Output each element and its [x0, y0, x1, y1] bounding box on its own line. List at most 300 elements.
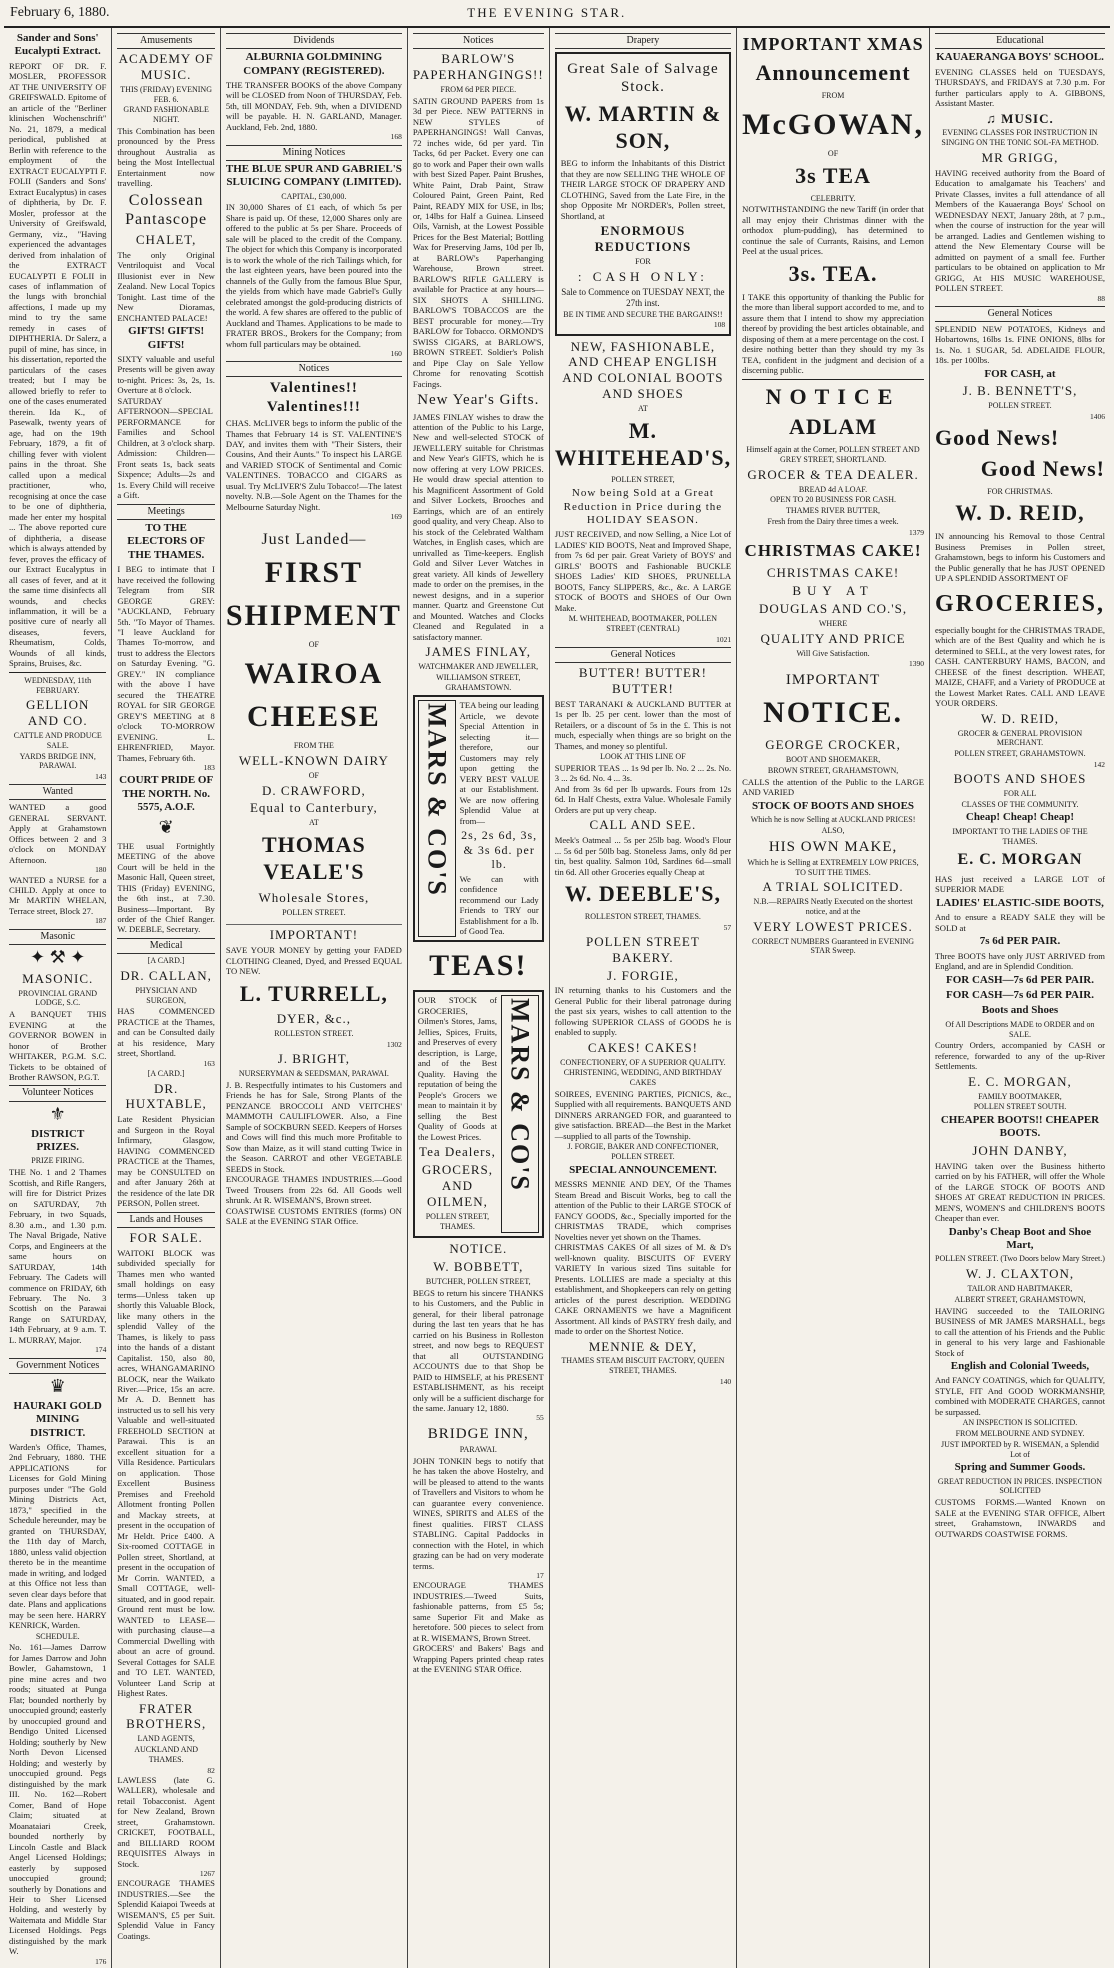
customs-text: CUSTOMS FORMS.—Wanted Known on SALE at the EVENING STAR OFFICE, Albert street, Grahamstown, INWARDS and OUTWARDS COASTWISE FORMS.: [934, 1497, 1105, 1539]
gellion-title: GELLION AND CO.: [26, 697, 90, 729]
finlay-addr: WILLIAMSON STREET, GRAHAMSTOWN.: [436, 672, 521, 692]
ad-number: 174: [95, 1345, 107, 1355]
announcement-text: Announcement: [755, 59, 911, 85]
wanted-ad-2: WANTED a NURSE for a CHILD. Apply at once to Mr MARTIN WHELAN, Terrace street, Block 27.: [9, 874, 107, 916]
mcgowan-body-2: I TAKE this opportunity of thanking the Public for the more than liberal support accorded to me, and to assure them that I intend to show my appreciation thereof by providing the best articles obtainable, and disposing of them at a mere percentage on the cost. I desire nothing better than they should try my 3s TEA, confident in the judgment and decision of a discerning public.: [742, 291, 924, 376]
ad-number: 108: [713, 320, 726, 330]
look-text: LOOK AT THIS LINE OF: [600, 752, 686, 762]
boots-head: NEW, FASHIONABLE, AND CHEAP ENGLISH AND COLONIAL BOOTS AND SHOES: [562, 338, 724, 402]
claxton-addr: ALBERT STREET, GRAHAMSTOWN,: [954, 1294, 1086, 1304]
section-dividends: Dividends: [226, 33, 402, 49]
mennie-body: MESSRS MENNIE AND DEY, Of the Thames Steam Bread and Biscuit Works, beg to call the attention of the Public to their LARGE STOCK of FANCY GOODS, &c., Specially imported for the CHRISTMAS TRADE, which comprises Novelties never yet shown on the Thames.: [554, 1179, 732, 1242]
ad-number: 1406: [1090, 411, 1105, 421]
frater-sub: LAND AGENTS,: [137, 1734, 195, 1744]
veale-text: THOMAS VEALE'S: [261, 831, 366, 884]
ad-number: 183: [203, 763, 215, 773]
cheese-text: CHEESE: [247, 699, 381, 733]
reid-addr: POLLEN STREET, GRAHAMSTOWN.: [954, 749, 1086, 759]
volunteer-sub: PRIZE FIRING.: [31, 1156, 85, 1166]
morgan-title: E. C. MORGAN: [957, 851, 1083, 869]
shoes-body: Of All Descriptions MADE to ORDER and on SALE.: [945, 1019, 1095, 1039]
reduction-text: Now being Sold at a Great Reduction in Price during the HOLIDAY SEASON.: [563, 487, 723, 526]
ad-number: 140: [719, 1376, 732, 1386]
of-text-2: OF: [308, 770, 319, 780]
ad-number: 82: [207, 1765, 215, 1775]
bridge-sub: PARAWAI.: [459, 1444, 497, 1454]
open-text: OPEN TO 20 BUSINESS FOR CASH.: [770, 495, 897, 505]
bakery-title: POLLEN STREET BAKERY.: [586, 933, 700, 965]
crocker-addr: BROWN STREET, GRAHAMSTOWN,: [767, 766, 899, 776]
turrell-body: SAVE YOUR MONEY by getting your FADED CLOTHING Cleaned, Dyed, and Pressed EQUAL TO NEW.: [225, 945, 402, 977]
mennie-sub: THAMES STEAM BISCUIT FACTORY, QUEEN STREET, THAMES.: [561, 1356, 725, 1376]
newyear-body: JAMES FINLAY wishes to draw the attention of the Public to his Large, New and well-selected STOCK of JEWELLERY suitable for Christmas and New Year's GIFTS, which he is now offering at very LOW PRICES. He would draw special attention to his Magnificent Assortment of Gold and Silver Lockets, Brooches and Earrings, which are of an entirely good quality, and very Cheap. Also to his stock of the Celebrated Waltham Watches, in English cases, which are unrivalled as Time-keepers. English Gold and Silver Lever Watches in great variety. All kinds of Jewellery made to order on the premises, in the newest designs, and in a superior manner. Quartz and Greenstone Cut and Mounted. Watches and Clocks Cleaned and Regulated in a satisfactory manner.: [412, 411, 544, 642]
bobbett-body: BEGS to return his sincere THANKS to his Customers, and the Public in general, for their liberal patronage during the last ten years that he has carried on his Business in Rolleston street, and now begs to REQUEST that all OUTSTANDING ACCOUNTS due to that Shop be PAID to HIMSELF, at his PRESENT ESTABLISHMENT, as his receipt only will be a sufficient discharge for the same. January 12, 1880.: [412, 1287, 544, 1413]
enormous-text: ENORMOUS REDUCTIONS: [594, 223, 692, 255]
pollen-st: POLLEN STREET,: [425, 1211, 490, 1221]
at-text: AT: [308, 818, 319, 828]
forsale-body: WAITOKI BLOCK was subdivided specially for Thames men who wanted small holdings on easy terms—Unless taken up shortly this Valuable Block, like many others in the splendid Valley of the Thames, is likely to pass into the hands of a distant Capitalist. 150, also 80, acres, WHANGAMARINO BLOCK, near the Waikato River.—Price, 15s an acre. Mr A. D. Bennett has instructed us to sell his very Valuable and well-situated FREEHOLD SECTION at Parawai. This is an excellent situation for a Villa Residence. Particulars on application. Those Excellent Business Premises and Freehold Allotment fronting Pollen and Mackay streets, at present in the occupation of Mr Heldt. Price £400. A Six-roomed COTTAGE in Pollen street, Shortland, at present in the occupation of Mr Corrin. WANTED, a Small COTTAGE, well-situated, and in good repair. Ground rent must be low. WANTED to LEASE—with purchasing clause—a Commercial Dwelling with about an acre of ground. Several Cottages for SALE and TO LET. WANTED, Volunteer Land Scrip at Highest Rates.: [117, 1247, 215, 1699]
buy-text: BUY AT: [792, 583, 874, 599]
forgie-title: J. FORGIE,: [607, 967, 679, 983]
section-medical: Medical: [117, 938, 214, 954]
ad-number: 180: [95, 865, 107, 875]
xmas-cake-sub: CHRISTMAS CAKE!: [766, 565, 900, 581]
morgan-trade: FAMILY BOOTMAKER,: [978, 1091, 1062, 1101]
barlow-title: BARLOW'S PAPERHANGINGS!!: [412, 51, 544, 83]
martin-body: BEG to inform the Inhabitants of this District that they are now SELLING THE WHOLE OF THEIR LARGE STOCK OF DRAPERY AND CLOTHING, Saved from the Late Fire, in the shop Opposite Mr NORDER's, Pollen street, Shortland, at: [560, 158, 726, 221]
ad-number: 163: [203, 1058, 215, 1068]
deeble-title: W. DEEBLE'S,: [564, 881, 721, 907]
cheap-text: Cheap! Cheap! Cheap!: [965, 811, 1075, 824]
section-notices: Notices: [226, 361, 402, 377]
columns: [4, 28, 1110, 1966]
paper-title: THE EVENING STAR.: [467, 5, 627, 20]
reid-body-2: especially bought for the CHRISTMAS TRADE, which are of the Best Quality and which he is determined to SELL, at the very lowest rates, for CASH. CANTERBURY HAMS, BACON, and CHEESE of the finest description. WHEAT, MAIZE, CHAFF, and a Variety of PRODUCE at the Lowest Market Rates. CALL AND LEAVE YOUR ORDERS.: [934, 624, 1105, 709]
alburnia-body: THE TRANSFER BOOKS of the above Company will be CLOSED from Noon of THURSDAY, Feb. 5th, till MONDAY, Feb. 9th, when a DIVIDEND will be payable. H. N. GARLAND, Manager. Auckland, Feb. 2nd, 1880.: [225, 80, 402, 132]
intime-text: BE IN TIME AND SECURE THE BARGAINS!!: [563, 309, 723, 319]
lowest-text: VERY LOWEST PRICES.: [753, 918, 913, 934]
claxton-body-2: And FANCY COATINGS, which for QUALITY, STYLE, FIT And GOOD WORKMANSHIP, combined with MODERATE CHARGES, cannot be surpassed.: [934, 1375, 1105, 1417]
trial-text: A TRIAL SOLICITED.: [762, 879, 904, 895]
ad-number: 142: [1093, 759, 1105, 769]
reduction-text: GREAT REDUCTION IN PRICES. INSPECTION SOLICITED: [937, 1476, 1103, 1496]
music-sub: EVENING CLASSES FOR INSTRUCTION IN SINGING ON THE TONIC SOL-FA METHOD.: [941, 128, 1099, 148]
schedule-body: No. 161—James Darrow for James Darrow and John Bowler, Gahamstown, 1 pine mine acres and two roods; situated at Punga Flat; bounded northerly by unoccupied ground; easterly by unoccupied ground and Bendigo United Licensed Holding; southerly by New North Devon Licensed Holding; and westerly by unoccupied ground. Pegs distinguished by the mark III. No. 162—Robert Comer, Band of Hope Claim; situated at Moanataiari Creek, bounded northerly by Lincoln Castle and Black Angel Licensed Holdings; easterly by supposed unoccupied ground; southerly by Donations and Heir to Sher Licensed Holding, and westerly by Waitemata and Middle Star Licensed Holdings. Pegs distinguished by the mark W.: [9, 1642, 107, 1957]
equal-text: Equal to Canterbury,: [249, 800, 378, 816]
ad-number: 57: [723, 922, 732, 932]
ad-number: 1021: [716, 634, 732, 644]
bright-sub: NURSERYMAN & SEEDSMAN, PARAWAI.: [238, 1069, 389, 1078]
finlay-title: JAMES FINLAY,: [425, 644, 532, 660]
adlam-trade: GROCER & TEA DEALER.: [747, 466, 919, 482]
hauraki-body: Warden's Office, Thames, 2nd February, 1880. THE APPLICATIONS for Licenses for Gold Mining purposes under "The Gold Mining Districts Act, 1873," specified in the Schedule hereunder, may be granted on THURSDAY, the 11th day of March, 1880, unless valid objection thereto be in the meantime made in writing, and lodged at this Office not less than seven clear days before that date. Plans and applications may be seen here. HARRY KENRICK, Warden.: [9, 1441, 107, 1631]
chalet-title: CHALET,: [135, 231, 197, 247]
adlam-body: Himself again at the Corner, POLLEN STREET AND GREY STREET, SHORTLAND.: [746, 445, 920, 464]
section-amusements: Amusements: [117, 33, 214, 49]
grocers-title: GROCERS, AND OILMEN,: [421, 1162, 494, 1209]
section-meetings: Meetings: [117, 504, 214, 520]
meals-text: Meek's Oatmeal ... 5s per 25lb bag. Wood's Flour ... 5s 6d per 50lb bag. Stoneless Jams, only 8d per tin, best quality. Salmon 10d, Sardines 6d—small tin 6d. All other Groceries equally Cheap at: [554, 835, 732, 877]
callan-title: DR. CALLAN,: [120, 967, 212, 983]
goodnews-title-2: Good News!: [980, 455, 1105, 481]
correct-text: CORRECT NUMBERS Guaranteed in EVENING STAR Sweep.: [752, 936, 915, 956]
tweeds-text: English and Colonial Tweeds,: [950, 1359, 1090, 1372]
soirees-text: SOIREES, EVENING PARTIES, PICNICS, &c., Supplied with all requirements. BANQUETS AND DINNERS ARRANGED FOR, and guaranteed to give satisfaction. BREAD—the Best in the Market—supplied to all parts of the Township.: [554, 1088, 732, 1141]
fresh-text: Fresh from the Dairy three times a week.: [767, 516, 899, 526]
pollen-text: POLLEN STREET.: [282, 907, 346, 917]
column-7: [930, 28, 1110, 1968]
morgan-body-2: And to ensure a READY SALE they will be SOLD at: [934, 912, 1105, 933]
grigg-title: MR GRIGG,: [981, 149, 1059, 165]
eucalypti-title: Sander and Sons' Eucalypti Extract.: [14, 32, 101, 58]
morgan-addr: POLLEN STREET SOUTH.: [973, 1102, 1067, 1112]
tea-ad: [413, 695, 544, 942]
tea-dealers: Tea Dealers,: [419, 1144, 496, 1160]
section-notices: Notices: [413, 33, 544, 49]
ad-number: 17: [536, 1570, 544, 1580]
turrell-sub: DYER, &c.,: [276, 1011, 352, 1027]
christening-text: CHRISTENING, WEDDING, AND BIRTHDAY CAKES: [563, 1068, 723, 1088]
from-text: FROM: [821, 90, 845, 100]
masonic-body: A BANQUET THIS EVENING at the GOVERNOR BOWEN in honor of Brother WHITAKER, P.G.M. S.C. Tickets to be obtained of Brother RAWSON, P.G.T.: [9, 1009, 107, 1082]
bright-title: J. BRIGHT,: [277, 1051, 350, 1067]
column-6: [737, 28, 930, 1968]
court-title: COURT PRIDE OF THE NORTH. No. 5575, A.O.F.: [119, 774, 214, 814]
frater-title: FRATER BROTHERS,: [126, 1700, 207, 1732]
lawless-body: LAWLESS (late G. WALLER), wholesale and retail Tobacconist. Agent for New Zealand, Brown street, Grahamstown. CRICKET, FOOTBALL, and BILLIARD ROOM REQUISITES Always in Stock.: [117, 1774, 215, 1869]
bennett-addr: POLLEN STREET.: [988, 401, 1052, 411]
academy-body: This Combination has been pronounced by the Press throughout Australia as being the Most Intellectual Entertainment now travelling.: [117, 125, 215, 189]
goodnews-title: Good News!: [934, 424, 1060, 450]
dairy-text: WELL-KNOWN DAIRY: [238, 752, 389, 768]
elastic-text: LADIES' ELASTIC-SIDE BOOTS,: [936, 896, 1104, 909]
potatoes-body: SPLENDID NEW POTATOES, Kidneys and Hobartowns, 16lbs 1s. FINE ONIONS, 8lbs for 1s. No. 1 SUGAR, 5d. ADELAIDE FLOUR, 18s. per 100lbs.: [934, 323, 1105, 366]
notice-title: NOTICE.: [449, 1241, 508, 1257]
bennett-title: J. B. BENNETT'S,: [962, 383, 1078, 399]
masonic-title: MASONIC.: [22, 970, 94, 986]
landed-text: Just Landed—: [261, 530, 367, 548]
classes-text: CLASSES OF THE COMMUNITY.: [961, 799, 1079, 809]
chalet-body: The only Original Ventriloquist and Vocal Illusionist ever in New Zealand. New Local Topics Tonight. Last time of the New Dioramas, ENCHANTED PALACE!: [117, 249, 215, 323]
country-text: Country Orders, accompanied by CASH or reference, forwarded to any of the up-River Settlements.: [934, 1040, 1105, 1072]
music-title: [935, 111, 1105, 127]
school-body: EVENING CLASSES held on TUESDAYS, THURSDAYS, and FRIDAYS at 7.30 p.m. For further particulars apply to A. GIBBONS, Assistant Master.: [934, 66, 1105, 109]
teas-banner: TEAS!: [429, 948, 528, 982]
claxton-title: W. J. CLAXTON,: [965, 1266, 1075, 1282]
issue-date: February 6, 1880.: [10, 5, 110, 20]
groceries-text: GROCERIES,: [934, 590, 1105, 617]
huxtable-title: DR. HUXTABLE,: [125, 1080, 207, 1112]
card-label: [A CARD.]: [147, 1068, 185, 1078]
eucalypti-body: REPORT OF DR. F. MOSLER, PROFESSOR AT THE UNIVERSITY OF GREIFSWALD. Epitome of an article of the "Berliner klinischen Wochenschrift" No. 21, 1879, a medical periodical, published at Berlin with reference to the employment of the EXTRACT EUCALYPTI F. FOLII (Sanders and Sons' Extract Eucalyptus) in cases of diphtheria, by Dr. F. Mosler, professor at the University of Greifswald, Germany, viz., "Having experienced the advantages derived from inhalation of the EXTRACT EUCALYPTI E FOLII in cases of inflammation of the lungs with bronchial affections, I made up my mind to try the same remedy in cases of DIPHTHERIA. Dr Salerz, a pupil of mine, has since, in his dissertation, reported the particulars of the cases treated; but I may be allowed briefly to refer to one of the cases enumerated therein. Ida K., of Pasewalk, twenty years of age, had on the 19th February, 1879, a fit of chilling fever with violent pains in the throat. She called upon a medical practitioner, who, recognising at once the case to be one of diphtheria, made her enter my hospital ... The above reported cure of diphtheria, a disease which is always attended by fever, proves the efficacy of our Extract Eucalyptus in all cases of fever, and at it the same time disinfects all wounds, and checks inflammation, it will be a positive cure of nearly all diseases, fevers, Rheumatism, Colds, Wounds of all kinds, Sprains, Bruises, &c.: [9, 60, 107, 669]
tea3s-text: 3s TEA: [795, 162, 871, 188]
encourage2-body: ENCOURAGE THAMES INDUSTRIES.—Good Tweed Trousers from 22s 6d. All Goods well shrunk. At R. WISEMAN'S, Brown street.: [225, 1174, 402, 1206]
ad-number: 88: [1097, 293, 1105, 303]
mcgowan-body: NOTWITHSTANDING the new Tariff (in order that all may enjoy their Christmas dinner with the orthodox plum-pudding), has determined to continue the sale of Currants, Raisins, and Lemon Peel at the usual prices.: [742, 204, 924, 257]
tea3s-text-2: 3s. TEA.: [788, 260, 878, 286]
bright-body: J. B. Respectfully intimates to his Customers and Friends he has for Sale, Strong Plants of the PENZANCE BROCCOLI AND VEITCHES' MAMMOTH CAULIFLOWER. Also, a Fine Sample of SOCKBURN SEED. Keepers of Horses and Cows will find this much more Profitable to Sow than Maize, as it will stand cutting Twice in the Season. CARROT and other VEGETABLE SEEDS in Stock.: [225, 1079, 402, 1174]
teas-list: SUPERIOR TEAS ... 1s 9d per lb. No. 2 ... 2s. No. 3 ... 2s 6d. No. 4 ... 3s.: [554, 762, 732, 784]
column-3: [221, 28, 408, 1968]
forgie-sig: J. FORGIE, BAKER AND CONFECTIONER, POLLEN STREET.: [567, 1142, 719, 1162]
bluespur-body: IN 30,000 Shares of £1 each, of which 5s per Share is paid up. Of these, 12,000 Shares only are offered to the public at 5s per Share. Proceeds of sale will be placed to the credit of the Company. The object for which this Company is incorporated is to work the whole of the rich Tailings which, for the last eighteen years, have been poured into the channels of the Gully from the famous Blue Spur, the yields from which have made Gabriel's Gully celebrated amongst the gold-producing districts of the world. A few shares are offered to the public of Auckland and Thames. Applications to be made to FRATER BROS., Brokers for the Company; from whom full particulars may be obtained.: [225, 202, 402, 349]
bread-text: BREAD 4d A LOAF.: [798, 484, 868, 494]
music-icon: ♫: [986, 110, 1002, 126]
important-xmas: IMPORTANT XMAS: [742, 34, 924, 54]
shoes-made-title: Boots and Shoes: [981, 1004, 1059, 1017]
section-drapery: Drapery: [555, 33, 731, 49]
bridge-title: BRIDGE INN,: [427, 1425, 529, 1442]
school-title: KAUAERANGA BOYS' SCHOOL.: [936, 51, 1104, 64]
barlow-body: SATIN GROUND PAPERS from 1s 3d per Piece. NEW PATTERNS in NEW STYLES of PAPERHANGINGS! Wall Canvas, 72 inches wide, 6d per yard. Tin Tacks, 6d per Packet. Every one can go to work and Paper their own walls with best Sized Paper. Paint Brushes, White Paint, Drab Paint, Straw Coloured Paint, Green Paint, Red Paint, READY MIX for USE, in lbs; or, 14lbs for Half a Guinea. Linseed Oils, Varnish, at the Lowest Possible Prices for the Best Material; Bottling Wax for Preserving Jams, 10d per lb, at BARLOW's Paperhanging Warehouse, Brown street. BARLOW'S RIFLE GALLERY is available for Practice at any hours—SIX SHOTS A SHILLING. BARLOW'S TOBACCOS are the BEST procurable for money.—Try BARLOW for Tobacco. ORMOND'S SWISS CIGARS, at BARLOW'S, BROWN STREET. Soldier's Polish and Pipe Clay on Sale Yellow Chrome for renovating Scottish Facings.: [412, 95, 544, 389]
ad-number: 1390: [908, 659, 924, 669]
section-general: General Notices: [555, 647, 731, 663]
alburnia-title: ALBURNIA GOLDMINING COMPANY (REGISTERED).: [243, 51, 385, 77]
thames-text: THAMES.: [439, 1222, 475, 1232]
danby-mart: Danby's Cheap Boot and Shoe Mart,: [948, 1225, 1092, 1252]
deeble-addr: ROLLESTON STREET, THAMES.: [584, 911, 701, 921]
selling-text: Which he is Selling at EXTREMELY LOW PRICES, TO SUIT THE TIMES.: [747, 857, 919, 877]
cheese-ad: [226, 522, 402, 926]
morgan-sig: E. C. MORGAN,: [968, 1073, 1072, 1089]
colossean-title: Colossean Pantascope: [125, 191, 208, 229]
morgan-body-3: Three BOOTS have only JUST ARRIVED from England, and are in Splendid Condition.: [934, 950, 1105, 972]
forsale-title: FOR SALE.: [129, 1229, 203, 1245]
important-title: IMPORTANT: [785, 671, 881, 688]
crawford-text: D. CRAWFORD,: [261, 782, 366, 798]
crocker-body: CALLS the attention of the Public to the LARGE AND VARIED: [742, 776, 924, 798]
gellion-sub: CATTLE AND PRODUCE SALE.: [13, 731, 102, 750]
gifts-body: SIXTY valuable and useful Presents will be given away to-night. Prices: 3s, 2s, 1s. Overture at 8 o'clock.: [117, 353, 215, 396]
cash-text: FOR CASH, at: [984, 367, 1056, 380]
bobbett-sub: BUTCHER, POLLEN STREET,: [425, 1276, 531, 1286]
electors-body: I BEG to intimate that I have received the following Telegram from SIR GEORGE GREY: "AUCKLAND, February 5th. "To Mayor of Thames. "I leave Auckland for Thames To-morrow, and trust to address the Electors on Saturday Evening. "G. GREY." IN compliance with the above I have secured the THEATRE ROYAL for SIR GEORGE GREY'S MEETING at 8 o'clock TO-MORROW EVENING. L. EHRENFRIED, Mayor. Thames, February 6th.: [117, 564, 215, 763]
coastwise-body: COASTWISE CUSTOMS ENTRIES (forms) ON SALE at the EVENING STAR Office.: [225, 1205, 402, 1227]
callan-sub: PHYSICIAN AND SURGEON,: [135, 985, 197, 1005]
reid-sig: W. D. REID,: [980, 710, 1059, 726]
christmas-cakes-text: CHRISTMAS CAKES Of all sizes of M. & D's well-known quality. BISCUITS OF EVERY VARIETY In various sized Tins suitable for Presents. LOLLIES are made a specialty at this establishment, and Shopkeepers can rely on getting articles of the purest description. WEDDING CAKE ORNAMENTS we have a Magnificent Assortment. All kinds of PASTRY fresh daily, and made to order on the Shortest Notice.: [554, 1242, 732, 1337]
ad-number: 1302: [386, 1040, 402, 1049]
section-wanted: Wanted: [9, 784, 106, 800]
tea-note: We can with confidence recommend our Lady Friends to TRY our Establishment for a lb. of Good Tea.: [459, 873, 539, 937]
bluespur-capital: CAPITAL, £30,000.: [281, 191, 347, 201]
wairoa-text: WAIROA: [244, 656, 384, 690]
imported-text: JUST IMPORTED by R. WISEMAN, a Splendid Lot of: [941, 1439, 1099, 1459]
column-1: [4, 28, 112, 1968]
finlay-sub: WATCHMAKER AND JEWELLER,: [418, 662, 539, 672]
of-text: OF: [308, 640, 319, 650]
mcgowan-title: McGOWAN,: [742, 107, 924, 141]
bobbett-title: W. BOBBETT,: [433, 1259, 524, 1275]
ad-number: 160: [390, 349, 402, 359]
encourage3-body: ENCOURAGE THAMES INDUSTRIES.—Tweed Suits, fashionable patterns, from £5 5s; same Superior Fit and Make as heretofore. 500 pieces to select from at R. WISEMAN'S, Brown Street.: [412, 1580, 544, 1643]
column-4: [408, 28, 550, 1968]
douglas-title: DOUGLAS AND CO.'S,: [758, 601, 908, 617]
xmas-cake-title: CHRISTMAS CAKE!: [744, 540, 922, 560]
repairs-text: N.B.—REPAIRS Neatly Executed on the shortest notice, and at the: [753, 897, 913, 917]
gifts-title: GIFTS! GIFTS! GIFTS!: [128, 325, 205, 351]
crocker-title: GEORGE CROCKER,: [765, 737, 901, 753]
ad-number: 143: [95, 772, 107, 782]
academy-night: GRAND FASHIONABLE NIGHT.: [123, 105, 209, 125]
ad-number: 169: [390, 512, 402, 522]
section-educational: Educational: [935, 33, 1105, 49]
martin-title: W. MARTIN & SON,: [564, 100, 722, 153]
cash-only-text: : CASH ONLY:: [577, 268, 708, 284]
gellion-place: YARDS BRIDGE INN, PARAWAI.: [19, 751, 96, 771]
tea-prices: 2s, 2s 6d, 3s, & 3s 6d. per lb.: [461, 828, 538, 872]
important-title: IMPORTANT!: [269, 927, 359, 943]
section-government: Government Notices: [9, 1358, 106, 1374]
section-masonic: Masonic: [9, 929, 106, 945]
barlow-sub: FROM 6d PER PIECE.: [440, 84, 517, 94]
claxton-body: HAVING succeeded to the TAILORING BUSINESS of MR JAMES MARSHALL, begs to call the attention of his Friends and the Public in general to his very large and Fashionable Stock of: [934, 1305, 1105, 1358]
notice-title: NOTICE: [765, 383, 901, 409]
court-body: THE usual Fortnightly MEETING of the above Court will be held in the Masonic Hall, Queen street, THIS (Friday) EVENING, the 6th inst., at 7.30. Business—Important. By order of the Chief Ranger. W. DEEBLE, Secretary.: [117, 840, 215, 935]
academy-title: ACADEMY OF MUSIC.: [118, 51, 214, 83]
forall-text: FOR ALL: [1003, 788, 1037, 798]
ad-number: 55: [536, 1413, 544, 1423]
christmas-text: FOR CHRISTMAS.: [987, 486, 1053, 496]
grocers-ad: [413, 990, 544, 1238]
crocker-sub: BOOT AND SHOEMAKER,: [785, 755, 881, 765]
butter-title: BUTTER! BUTTER! BUTTER!: [578, 665, 707, 696]
whitehead-title: M. WHITEHEAD'S,: [554, 417, 732, 470]
saturday-body: SATURDAY AFTERNOON—SPECIAL PERFORMANCE for Families and School Children, at 3 o'clock sharp. Admission: Children—Front seats 1s, back seats Sixpence; Adults—2s and 1s. Every Child will receive a Gift.: [117, 395, 215, 501]
bridge-body: JOHN TONKIN begs to notify that he has taken the above Hostelry, and will be pleased to attend to the wants of Travellers and Visitors to whom he can guarantee every convenience. WINES, SPIRITS and ALES of the finest qualities. FIRST CLASS STABLING. Capital Paddocks in connection with the Hotel, in which grazing can be had on very moderate terms.: [412, 1455, 544, 1571]
section-mining: Mining Notices: [226, 145, 402, 161]
ad-number: 176: [95, 1956, 107, 1966]
section-general: General Notices: [935, 306, 1105, 322]
volunteer-body: THE No. 1 and 2 Thames Scottish, and Rifle Rangers, will fire for District Prizes on SATURDAY, 7th February, in two Squads, 8.30 a.m., and 1.30 p.m. The Naval Brigade, Native Corps, and Engineers at the same hours on SATURDAY, 14th February. The Cadets will commence on FRIDAY, 6th February. The No. 3 Scottish on the Parawai Range on SATURDAY, 14th February, at 9 a.m. T. L. MURRAY, Major.: [9, 1167, 107, 1345]
auckland-text: Which he is now Selling at AUCKLAND PRICES!: [750, 815, 916, 825]
grigg-body: HAVING received authority from the Board of Education to amalgamate his Teachers' and Private Classes, invites a full attendance of all Members of the Kauaeranga Boys' School on WEDNESDAY NEXT, January 28th, at 7 p.m., when the course of instruction for the year will be arranged. Ladies and Gentlemen wishing to attend the New Elementary Course will be admitted on payment of a small fee. Further particulars to be obtained on application to Mr GRIGG, At HIS MUSIC WAREHOUSE, POLLEN STREET.: [934, 167, 1105, 294]
academy-sub: THIS (FRIDAY) EVENING FEB. 6.: [120, 84, 212, 104]
callan-body: HAS COMMENCED PRACTICE at the Thames, and can be Consulted daily at his residence, Mary street, Shortland.: [117, 1006, 215, 1059]
ladies-text: IMPORTANT TO THE LADIES OF THE THAMES.: [952, 826, 1088, 846]
encourage-body: ENCOURAGE THAMES INDUSTRIES.—See the Splendid Kaiapoi Tweeds at WISEMAN'S, £5 per Suit. Splendid Value in Fancy Coatings.: [117, 1878, 215, 1941]
section-lands: Lands and Houses: [117, 1212, 214, 1228]
claxton-sub: TAILOR AND HABITMAKER,: [967, 1284, 1073, 1294]
cakes-text: CAKES! CAKES!: [587, 1039, 698, 1055]
notice2-title: NOTICE.: [763, 695, 903, 729]
forester-emblem-icon: ❦: [158, 816, 174, 837]
also-text: ALSO,: [821, 825, 845, 835]
valentines-title: Valentines!! Valentines!!!: [266, 380, 361, 415]
first-text: FIRST: [264, 556, 364, 590]
ad-number: 1267: [199, 1869, 215, 1878]
danby-title: JOHN DANBY,: [972, 1142, 1068, 1158]
masthead: [4, 0, 1110, 28]
stock-text: STOCK OF BOOTS AND SHOES: [752, 799, 915, 812]
grocers-body: OUR STOCK of GROCERIES, Oilmen's Stores, Jams, Jellies, Spices, Fruits, and Preserves of every description, is Large, and of the Best Quality. Having the reputation of being the People's Grocers we mean to maintain it by selling the Best Quality of Goods at the Lowest Prices.: [417, 995, 497, 1142]
turrell-title: L. TURRELL,: [239, 980, 388, 1006]
price-text: 7s 6d PER PAIR.: [979, 935, 1061, 948]
adlam-title: ADLAM: [788, 414, 878, 440]
ad-number: 1379: [908, 527, 924, 537]
reid-title: W. D. REID,: [955, 500, 1085, 526]
masonic-emblem-icon: ✦ ⚒ ✦: [30, 946, 86, 967]
whitehead-body: JUST RECEIVED, and now Selling, a Nice Lot of LADIES' KID BOOTS, Neat and Improved Shape, from 7s 6d per pair. Great Variety of BOYS' and GIRLS' BOOTS and Fashionable BUCKLE SHOES Ladies' KID SHOES, PRUNELLA BOOTS, Fancy SLIPPERS, &c., &c. A LARGE STOCK of BOOTS and SHOES of Our Own Make.: [554, 529, 732, 613]
bluespur-title: THE BLUE SPUR AND GABRIEL'S SLUICING COMPANY (LIMITED).: [225, 162, 402, 189]
confectionery-text: CONFECTIONERY, OF A SUPERIOR QUALITY.: [560, 1057, 726, 1067]
river-text: THAMES RIVER BUTTER,: [786, 506, 881, 516]
volunteer-title: DISTRICT PRIZES.: [31, 1127, 85, 1154]
commence-text: Sale to Commence on TUESDAY NEXT, the 27th inst.: [561, 286, 725, 308]
at-text: AT: [638, 403, 648, 413]
cash1-text: FOR CASH—7s 6d PER PAIR.: [945, 973, 1094, 986]
schedule-title: SCHEDULE.: [35, 1631, 80, 1641]
cheaper-title: CHEAPER BOOTS!! CHEAPER BOOTS.: [940, 1114, 1100, 1140]
from-text: FROM THE: [293, 741, 334, 751]
for-text: FOR: [635, 257, 651, 267]
melbourne-text: FROM MELBOURNE AND SYDNEY.: [955, 1429, 1085, 1439]
danby-addr: POLLEN STREET. (Two Doors below Mary Street.): [935, 1254, 1105, 1264]
wanted-ad-1: WANTED a good GENERAL SERVANT. Apply at Grahamstown Offices between 2 and 3 o'clock on MONDAY Afternoon.: [9, 802, 107, 865]
reid-body: IN announcing his Removal to those Central Business Premises in Pollen street, Grahamstown, begs to inform his Customers and the Public generally that he has JUST OPENED UP A SPLENDID ASSORTMENT OF: [934, 531, 1105, 584]
cash2-text: FOR CASH—7s 6d PER PAIR.: [945, 988, 1094, 1001]
music-label: MUSIC.: [1001, 110, 1054, 126]
own-make-text: HIS OWN MAKE,: [768, 838, 898, 855]
frater-place: AUCKLAND AND THAMES.: [134, 1745, 199, 1764]
inspection-text: AN INSPECTION IS SOLICITED.: [962, 1418, 1078, 1428]
where-text: WHERE: [818, 619, 848, 629]
whitehead-pollen: POLLEN STREET,: [611, 475, 675, 485]
tea-vertical-banner: MARS & CO'S: [418, 700, 456, 937]
wholesale-text: Wholesale Stores,: [258, 889, 370, 905]
teas-more: And from 3s 6d per lb upwards. Fours from 12s 6d. In Half Chests, extra Value. Wholesale Family Orders are put up very cheap.: [554, 783, 732, 815]
column-2: [112, 28, 220, 1968]
whitehead-sig: M. WHITEHEAD, BOOTMAKER, POLLEN STREET (CENTRAL): [568, 614, 718, 633]
turrell-addr: ROLLESTON STREET.: [274, 1029, 354, 1039]
valentines-body: CHAS. McLIVER begs to inform the public of the Thames that February 14 is ST. VALENTINE'S DAY, and invites them with "Their Sisters, their Cousins, And their Aunts." To inspect his LARGE and VARIED STOCK of Sentimental and Comic VALENTINES. TOBACCO and CIGARS as usual. Try McLIVER'S Zulu Tobacco!—The latest novelty. N.B.—Sole Agent on the Thames for the Melbourne Saturday Night.: [225, 418, 402, 512]
hauraki-title: HAURAKI GOLD MINING DISTRICT.: [13, 1399, 102, 1439]
newyear-title: New Year's Gifts.: [417, 392, 540, 409]
mennie-title: MENNIE & DEY,: [588, 1338, 698, 1354]
grocers-vertical-banner: MARS & CO'S: [501, 995, 539, 1233]
gellion-date: WEDNESDAY, 11th FEBRUARY.: [24, 675, 92, 695]
card-label: [A CARD.]: [147, 956, 185, 966]
salvage-title: Great Sale of Salvage Stock.: [567, 61, 719, 96]
huxtable-body: Late Resident Physician and Surgeon in the Royal Infirmary, Glasgow, HAVING COMMENCED PRACTICE at the Thames, may be CONSULTED on and after January 26th at the residence of the late DR PERSON, Pollen street.: [117, 1114, 215, 1209]
ad-number: 187: [95, 916, 107, 926]
electors-title: TO THE ELECTORS OF THE THAMES.: [127, 521, 206, 561]
crest-icon: ⚜: [49, 1103, 66, 1124]
tea-body: TEA being our leading Article, we devote Special Attention in selecting it—therefore, our Customers may rely upon getting the VERY BEST VALUE at our Establishment. We are now offering Splendid Value at from—: [459, 700, 539, 826]
forgie-body: IN returning thanks to his Customers and the General Public for their liberal patronage during the past six years, wishes to call attention to the following SUPERIOR CLASS of GOODS he is enabled to supply.: [554, 985, 732, 1038]
quality-text: QUALITY AND PRICE: [760, 630, 906, 646]
reid-trade: GROCER & GENERAL PROVISION MERCHANT.: [957, 728, 1083, 748]
salvage-ad: [555, 52, 731, 335]
section-volunteer: Volunteer Notices: [9, 1085, 106, 1101]
satisfaction-text: Will Give Satisfaction.: [796, 648, 870, 658]
royal-arms-icon: ♛: [49, 1375, 66, 1396]
boots-title: BOOTS AND SHOES: [953, 771, 1087, 787]
danby-body: HAVING taken over the Business hitherto carried on by his FATHER, will offer the Whole of the LARGE STOCK OF BOOTS AND SHOES AT GREAT REDUCTION IN PRICES. MEN'S, WOMEN'S and CHILDREN'S BOOTS Cheaper than ever.: [934, 1160, 1105, 1224]
grocers-bags-body: GROCERS' and Bakers' Bags and Wrapping Papers printed cheap rates at the EVENING STAR Office.: [412, 1643, 544, 1674]
special-title: SPECIAL ANNOUNCEMENT.: [569, 1163, 717, 1176]
column-5: [550, 28, 737, 1968]
spring-text: Spring and Summer Goods.: [954, 1461, 1086, 1474]
ad-number: 168: [390, 132, 402, 142]
call-text: CALL AND SEE.: [589, 817, 697, 833]
celebrity-text: CELEBRITY.: [810, 193, 856, 203]
shipment-text: SHIPMENT: [225, 598, 402, 632]
masonic-lodge: PROVINCIAL GRAND LODGE, S.C.: [18, 988, 97, 1008]
of-text: OF: [827, 149, 839, 159]
butter-body: BEST TARANAKI & AUCKLAND BUTTER at 1s per lb. 25 per cent. lower than the most of Retailers, or a discount of 5s in the £. This is not much, especially when things are so bright on the Thames, and money so plentiful.: [554, 698, 732, 751]
morgan-body: HAS just received a LARGE LOT of SUPERIOR MADE: [934, 873, 1105, 895]
